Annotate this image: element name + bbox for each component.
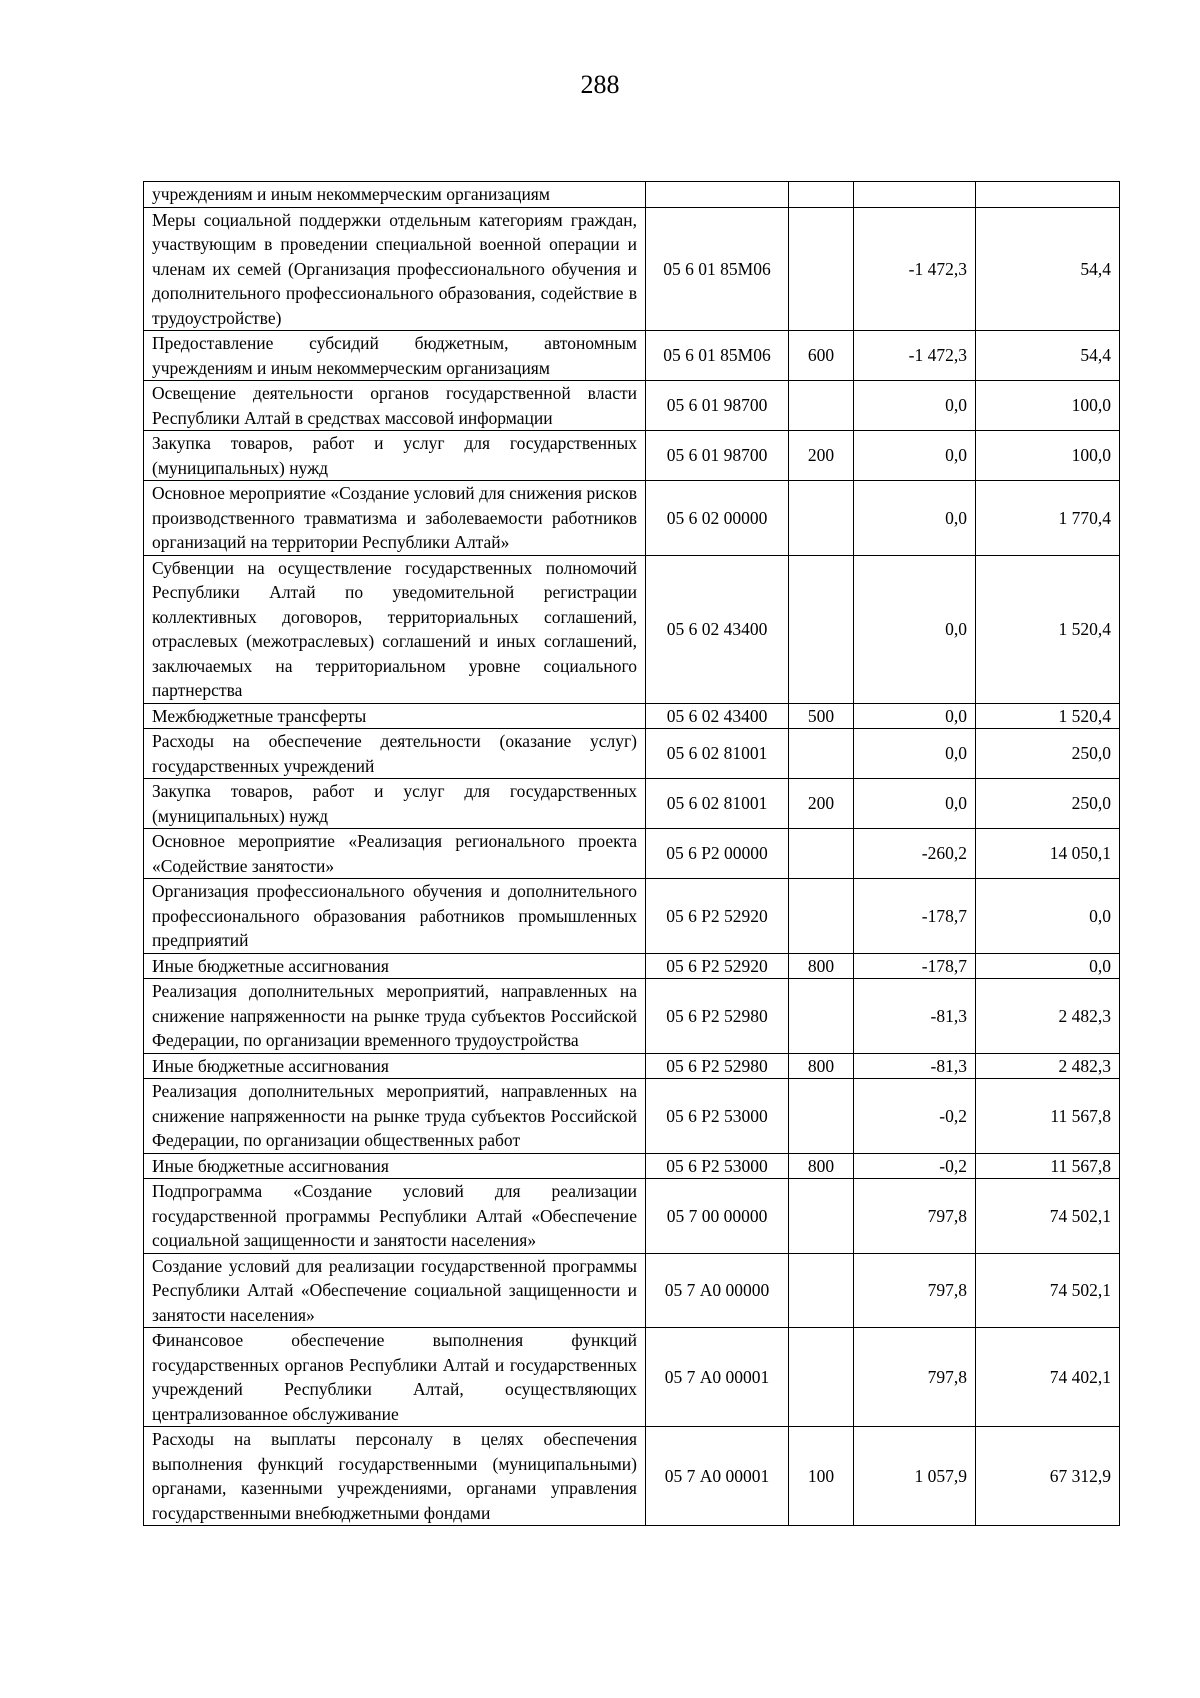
row-amount-total: 1 770,4 (976, 481, 1120, 556)
row-expense-type: 500 (789, 703, 854, 729)
row-expense-type (789, 1079, 854, 1154)
row-target-code: 05 6 P2 52980 (646, 1053, 789, 1079)
row-expense-type (789, 879, 854, 954)
row-description: Финансовое обеспечение выполнения функций государственных органов Республики Алтай и государственных учреждений Республики Алтай, осуществляющих централизованное обслуживание (144, 1328, 646, 1427)
row-description: Расходы на обеспечение деятельности (оказание услуг) государственных учреждений (144, 729, 646, 779)
budget-table (143, 181, 1120, 1526)
row-amount-change: -81,3 (854, 1053, 976, 1079)
row-target-code: 05 6 P2 52920 (646, 879, 789, 954)
row-expense-type (789, 207, 854, 331)
row-target-code: 05 6 02 81001 (646, 779, 789, 829)
table-row (144, 431, 1120, 481)
row-amount-total: 74 502,1 (976, 1179, 1120, 1254)
row-amount-total: 2 482,3 (976, 1053, 1120, 1079)
table-row (144, 1179, 1120, 1254)
row-amount-change: 797,8 (854, 1253, 976, 1328)
row-expense-type: 200 (789, 431, 854, 481)
table-row (144, 979, 1120, 1054)
row-expense-type: 200 (789, 779, 854, 829)
row-amount-total: 100,0 (976, 381, 1120, 431)
row-target-code: 05 6 P2 52920 (646, 953, 789, 979)
row-amount-total: 0,0 (976, 879, 1120, 954)
row-amount-change: -178,7 (854, 953, 976, 979)
row-target-code: 05 6 02 00000 (646, 481, 789, 556)
row-amount-total: 250,0 (976, 729, 1120, 779)
row-description: Иные бюджетные ассигнования (144, 1053, 646, 1079)
row-description: Закупка товаров, работ и услуг для государственных (муниципальных) нужд (144, 779, 646, 829)
row-amount-total: 250,0 (976, 779, 1120, 829)
row-amount-change: -178,7 (854, 879, 976, 954)
row-target-code: 05 7 А0 00001 (646, 1328, 789, 1427)
row-description: Предоставление субсидий бюджетным, автономным учреждениям и иным некоммерческим организациям (144, 331, 646, 381)
row-description: Меры социальной поддержки отдельным категориям граждан, участвующим в проведении специальной военной операции и членам их семей (Организация профессионального обучения и дополнительного профессионального образования, содействие в трудоустройстве) (144, 207, 646, 331)
row-amount-change: 0,0 (854, 555, 976, 703)
table-row (144, 953, 1120, 979)
row-target-code: 05 6 P2 52980 (646, 979, 789, 1054)
table-row (144, 829, 1120, 879)
table-row (144, 331, 1120, 381)
row-amount-change: 0,0 (854, 381, 976, 431)
row-description: Создание условий для реализации государственной программы Республики Алтай «Обеспечение социальной защищенности и занятости населения» (144, 1253, 646, 1328)
row-description: Основное мероприятие «Реализация регионального проекта «Содействие занятости» (144, 829, 646, 879)
row-target-code: 05 7 00 00000 (646, 1179, 789, 1254)
row-description: учреждениям и иным некоммерческим организациям (144, 182, 646, 208)
row-target-code: 05 7 А0 00001 (646, 1427, 789, 1526)
row-amount-total: 11 567,8 (976, 1153, 1120, 1179)
row-amount-change: 1 057,9 (854, 1427, 976, 1526)
row-amount-change (854, 182, 976, 208)
row-expense-type: 800 (789, 1153, 854, 1179)
row-expense-type (789, 1253, 854, 1328)
row-target-code: 05 6 P2 53000 (646, 1079, 789, 1154)
row-description: Закупка товаров, работ и услуг для государственных (муниципальных) нужд (144, 431, 646, 481)
table-row (144, 703, 1120, 729)
row-amount-total: 11 567,8 (976, 1079, 1120, 1154)
row-amount-total: 74 402,1 (976, 1328, 1120, 1427)
row-description: Освещение деятельности органов государственной власти Республики Алтай в средствах массовой информации (144, 381, 646, 431)
row-amount-total: 54,4 (976, 331, 1120, 381)
row-description: Подпрограмма «Создание условий для реализации государственной программы Республики Алтай «Обеспечение социальной защищенности и занятости населения» (144, 1179, 646, 1254)
row-target-code (646, 182, 789, 208)
row-expense-type (789, 481, 854, 556)
budget-table-body (144, 182, 1120, 1526)
page-number: 288 (580, 70, 620, 99)
table-row (144, 207, 1120, 331)
table-row (144, 779, 1120, 829)
row-expense-type (789, 729, 854, 779)
row-amount-total: 1 520,4 (976, 703, 1120, 729)
row-description: Реализация дополнительных мероприятий, направленных на снижение напряженности на рынке труда субъектов Российской Федерации, по организации временного трудоустройства (144, 979, 646, 1054)
table-row (144, 481, 1120, 556)
row-amount-change: 0,0 (854, 729, 976, 779)
row-target-code: 05 6 02 81001 (646, 729, 789, 779)
row-expense-type (789, 979, 854, 1054)
row-expense-type: 100 (789, 1427, 854, 1526)
row-amount-change: -81,3 (854, 979, 976, 1054)
row-expense-type: 800 (789, 1053, 854, 1079)
row-expense-type (789, 182, 854, 208)
row-amount-total: 2 482,3 (976, 979, 1120, 1054)
row-amount-change: 0,0 (854, 703, 976, 729)
row-amount-change: 0,0 (854, 431, 976, 481)
row-amount-total: 14 050,1 (976, 829, 1120, 879)
row-description: Реализация дополнительных мероприятий, направленных на снижение напряженности на рынке труда субъектов Российской Федерации, по организации общественных работ (144, 1079, 646, 1154)
row-amount-change: -260,2 (854, 829, 976, 879)
row-amount-change: 797,8 (854, 1328, 976, 1427)
table-row (144, 879, 1120, 954)
row-description: Иные бюджетные ассигнования (144, 1153, 646, 1179)
row-expense-type (789, 381, 854, 431)
row-amount-total: 1 520,4 (976, 555, 1120, 703)
row-amount-total: 100,0 (976, 431, 1120, 481)
row-amount-total: 67 312,9 (976, 1427, 1120, 1526)
row-expense-type (789, 1179, 854, 1254)
table-row (144, 1053, 1120, 1079)
row-description: Расходы на выплаты персоналу в целях обеспечения выполнения функций государственными (муниципальными) органами, казенными учреждениями, органами управления государственными внебюджетными фондами (144, 1427, 646, 1526)
table-row (144, 182, 1120, 208)
row-target-code: 05 6 02 43400 (646, 703, 789, 729)
table-row (144, 1253, 1120, 1328)
row-expense-type (789, 1328, 854, 1427)
table-row (144, 729, 1120, 779)
row-amount-total: 74 502,1 (976, 1253, 1120, 1328)
row-target-code: 05 6 01 98700 (646, 381, 789, 431)
row-amount-change: -0,2 (854, 1079, 976, 1154)
row-amount-change: -0,2 (854, 1153, 976, 1179)
row-target-code: 05 6 02 43400 (646, 555, 789, 703)
row-expense-type (789, 829, 854, 879)
table-row (144, 381, 1120, 431)
row-target-code: 05 7 А0 00000 (646, 1253, 789, 1328)
row-target-code: 05 6 P2 00000 (646, 829, 789, 879)
row-target-code: 05 6 P2 53000 (646, 1153, 789, 1179)
table-row (144, 1328, 1120, 1427)
table-row (144, 1153, 1120, 1179)
row-expense-type: 600 (789, 331, 854, 381)
row-amount-change: -1 472,3 (854, 207, 976, 331)
row-target-code: 05 6 01 85М06 (646, 331, 789, 381)
row-description: Организация профессионального обучения и дополнительного профессионального образования работников промышленных предприятий (144, 879, 646, 954)
row-target-code: 05 6 01 85М06 (646, 207, 789, 331)
row-amount-change: 797,8 (854, 1179, 976, 1254)
row-expense-type (789, 555, 854, 703)
row-description: Иные бюджетные ассигнования (144, 953, 646, 979)
table-row (144, 1427, 1120, 1526)
row-amount-total: 54,4 (976, 207, 1120, 331)
row-amount-total: 0,0 (976, 953, 1120, 979)
row-description: Межбюджетные трансферты (144, 703, 646, 729)
table-row (144, 1079, 1120, 1154)
row-amount-change: -1 472,3 (854, 331, 976, 381)
row-amount-change: 0,0 (854, 779, 976, 829)
row-description: Основное мероприятие «Создание условий для снижения рисков производственного травматизма и заболеваемости работников организаций на территории Республики Алтай» (144, 481, 646, 556)
row-expense-type: 800 (789, 953, 854, 979)
row-amount-total (976, 182, 1120, 208)
row-amount-change: 0,0 (854, 481, 976, 556)
table-row (144, 555, 1120, 703)
row-target-code: 05 6 01 98700 (646, 431, 789, 481)
row-description: Субвенции на осуществление государственных полномочий Республики Алтай по уведомительной регистрации коллективных договоров, территориальных соглашений, отраслевых (межотраслевых) соглашений и иных соглашений, заключаемых на территориальном уровне социального партнерства (144, 555, 646, 703)
